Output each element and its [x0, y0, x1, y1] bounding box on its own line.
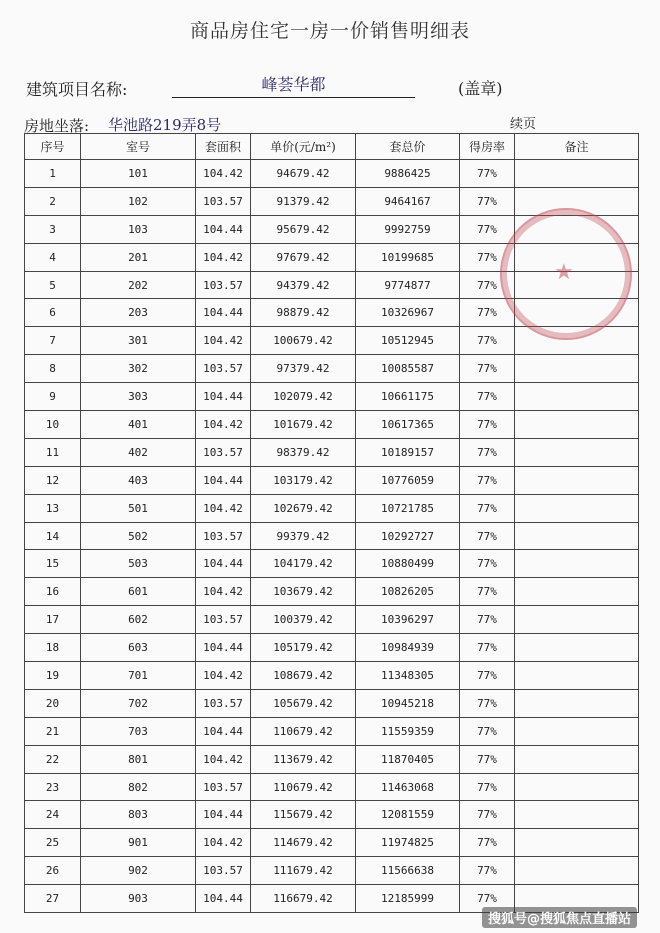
table-row — [25, 271, 639, 299]
cell-index: 18 — [25, 634, 81, 662]
cell-unit-price: 114679.42 — [251, 829, 356, 857]
cell-room: 601 — [81, 578, 196, 606]
cell-index: 13 — [25, 494, 81, 522]
cell-area: 104.42 — [196, 411, 251, 439]
cell-remarks — [515, 662, 639, 690]
project-name-value: 峰荟华都 — [172, 72, 415, 98]
project-name-label: 建筑项目名称: — [26, 80, 128, 99]
cell-efficiency: 77% — [460, 745, 515, 773]
cell-unit-price: 105179.42 — [251, 634, 356, 662]
cell-room: 503 — [81, 550, 196, 578]
cell-total-price: 11348305 — [356, 662, 460, 690]
cell-area: 104.42 — [196, 745, 251, 773]
cell-total-price: 10199685 — [356, 243, 460, 271]
cell-index: 7 — [25, 327, 81, 355]
cell-remarks — [515, 606, 639, 634]
table-row — [25, 522, 639, 550]
cell-unit-price: 101679.42 — [251, 411, 356, 439]
cell-total-price: 9886425 — [356, 160, 460, 188]
cell-index: 4 — [25, 243, 81, 271]
col-header-unit-price: 单价(元/m²) — [251, 134, 356, 160]
cell-area: 104.44 — [196, 550, 251, 578]
cell-remarks — [515, 801, 639, 829]
cell-room: 203 — [81, 299, 196, 327]
cell-area: 104.44 — [196, 299, 251, 327]
cell-unit-price: 103179.42 — [251, 466, 356, 494]
cell-area: 103.57 — [196, 438, 251, 466]
cell-index: 15 — [25, 550, 81, 578]
cell-remarks — [515, 745, 639, 773]
cell-index: 21 — [25, 717, 81, 745]
cell-efficiency: 77% — [460, 857, 515, 885]
cell-room: 803 — [81, 801, 196, 829]
table-row — [25, 327, 639, 355]
cell-unit-price: 100379.42 — [251, 606, 356, 634]
table-row — [25, 745, 639, 773]
cell-remarks — [515, 160, 639, 188]
cell-room: 603 — [81, 634, 196, 662]
cell-area: 104.44 — [196, 801, 251, 829]
cell-unit-price: 113679.42 — [251, 745, 356, 773]
cell-efficiency: 77% — [460, 522, 515, 550]
cell-area: 104.42 — [196, 494, 251, 522]
cell-room: 102 — [81, 187, 196, 215]
cell-room: 602 — [81, 606, 196, 634]
cell-index: 16 — [25, 578, 81, 606]
cell-area: 104.42 — [196, 327, 251, 355]
cell-room: 302 — [81, 355, 196, 383]
col-header-room: 室号 — [81, 134, 196, 160]
cell-remarks — [515, 578, 639, 606]
cell-remarks — [515, 438, 639, 466]
cell-unit-price: 115679.42 — [251, 801, 356, 829]
cell-total-price: 11463068 — [356, 773, 460, 801]
cell-unit-price: 116679.42 — [251, 885, 356, 913]
table-row — [25, 494, 639, 522]
table-row — [25, 215, 639, 243]
cell-total-price: 12081559 — [356, 801, 460, 829]
cell-total-price: 10776059 — [356, 466, 460, 494]
cell-area: 104.42 — [196, 662, 251, 690]
cell-efficiency: 77% — [460, 885, 515, 913]
table-row — [25, 857, 639, 885]
cell-unit-price: 110679.42 — [251, 773, 356, 801]
cell-room: 702 — [81, 689, 196, 717]
cell-room: 801 — [81, 745, 196, 773]
cell-area: 103.57 — [196, 355, 251, 383]
cell-room: 802 — [81, 773, 196, 801]
cell-total-price: 10984939 — [356, 634, 460, 662]
cell-efficiency: 77% — [460, 271, 515, 299]
cell-index: 12 — [25, 466, 81, 494]
cell-area: 103.57 — [196, 857, 251, 885]
cell-room: 101 — [81, 160, 196, 188]
table-row — [25, 578, 639, 606]
cell-area: 104.44 — [196, 383, 251, 411]
cell-area: 104.42 — [196, 160, 251, 188]
cell-efficiency: 77% — [460, 662, 515, 690]
cell-remarks — [515, 271, 639, 299]
cell-room: 401 — [81, 411, 196, 439]
table-row — [25, 243, 639, 271]
cell-unit-price: 98379.42 — [251, 438, 356, 466]
cell-efficiency: 77% — [460, 160, 515, 188]
cell-room: 501 — [81, 494, 196, 522]
cell-area: 103.57 — [196, 522, 251, 550]
cell-remarks — [515, 522, 639, 550]
table-row — [25, 829, 639, 857]
cell-area: 103.57 — [196, 271, 251, 299]
cell-efficiency: 77% — [460, 187, 515, 215]
cell-area: 104.42 — [196, 243, 251, 271]
cell-index: 2 — [25, 187, 81, 215]
address-value: 华池路219弄8号 — [108, 116, 222, 134]
cell-remarks — [515, 494, 639, 522]
table-row — [25, 160, 639, 188]
cell-remarks — [515, 411, 639, 439]
cell-room: 902 — [81, 857, 196, 885]
cell-remarks — [515, 299, 639, 327]
cell-index: 10 — [25, 411, 81, 439]
cell-room: 901 — [81, 829, 196, 857]
cell-index: 27 — [25, 885, 81, 913]
cell-remarks — [515, 355, 639, 383]
cell-area: 103.57 — [196, 689, 251, 717]
cell-total-price: 10721785 — [356, 494, 460, 522]
cell-index: 5 — [25, 271, 81, 299]
table-header-row — [25, 134, 639, 160]
cell-total-price: 11870405 — [356, 745, 460, 773]
cell-total-price: 10826205 — [356, 578, 460, 606]
cell-efficiency: 77% — [460, 634, 515, 662]
cell-efficiency: 77% — [460, 355, 515, 383]
cell-total-price: 12185999 — [356, 885, 460, 913]
cell-remarks — [515, 466, 639, 494]
cell-total-price: 9992759 — [356, 215, 460, 243]
cell-unit-price: 110679.42 — [251, 717, 356, 745]
cell-area: 104.44 — [196, 717, 251, 745]
cell-area: 104.44 — [196, 885, 251, 913]
cell-unit-price: 94679.42 — [251, 160, 356, 188]
cell-area: 104.44 — [196, 634, 251, 662]
cell-total-price: 11974825 — [356, 829, 460, 857]
cell-remarks — [515, 215, 639, 243]
table-row — [25, 299, 639, 327]
table-row — [25, 550, 639, 578]
table-row — [25, 383, 639, 411]
cell-index: 24 — [25, 801, 81, 829]
cell-index: 20 — [25, 689, 81, 717]
cell-remarks — [515, 383, 639, 411]
table-row — [25, 689, 639, 717]
table-row — [25, 466, 639, 494]
cell-unit-price: 108679.42 — [251, 662, 356, 690]
cell-total-price: 11566638 — [356, 857, 460, 885]
address-label: 房地坐落: — [24, 117, 90, 135]
cell-index: 23 — [25, 773, 81, 801]
table-row — [25, 411, 639, 439]
cell-remarks — [515, 829, 639, 857]
cell-index: 11 — [25, 438, 81, 466]
cell-index: 26 — [25, 857, 81, 885]
cell-remarks — [515, 717, 639, 745]
continued-page-note: 续页 — [510, 117, 537, 132]
cell-index: 17 — [25, 606, 81, 634]
cell-index: 25 — [25, 829, 81, 857]
table-row — [25, 606, 639, 634]
cell-total-price: 9774877 — [356, 271, 460, 299]
cell-efficiency: 77% — [460, 550, 515, 578]
cell-total-price: 11559359 — [356, 717, 460, 745]
cell-total-price: 10617365 — [356, 411, 460, 439]
cell-efficiency: 77% — [460, 327, 515, 355]
cell-unit-price: 102679.42 — [251, 494, 356, 522]
cell-total-price: 10292727 — [356, 522, 460, 550]
cell-room: 201 — [81, 243, 196, 271]
cell-area: 104.44 — [196, 466, 251, 494]
cell-unit-price: 94379.42 — [251, 271, 356, 299]
cell-unit-price: 105679.42 — [251, 689, 356, 717]
cell-room: 502 — [81, 522, 196, 550]
cell-area: 103.57 — [196, 187, 251, 215]
col-header-total-price: 套总价 — [356, 134, 460, 160]
cell-total-price: 10512945 — [356, 327, 460, 355]
cell-area: 103.57 — [196, 773, 251, 801]
seal-note: (盖章) — [458, 79, 503, 98]
table-row — [25, 355, 639, 383]
cell-area: 104.42 — [196, 829, 251, 857]
cell-efficiency: 77% — [460, 494, 515, 522]
cell-room: 903 — [81, 885, 196, 913]
cell-total-price: 10189157 — [356, 438, 460, 466]
cell-unit-price: 111679.42 — [251, 857, 356, 885]
cell-efficiency: 77% — [460, 689, 515, 717]
cell-total-price: 10085587 — [356, 355, 460, 383]
cell-efficiency: 77% — [460, 829, 515, 857]
cell-room: 303 — [81, 383, 196, 411]
cell-room: 402 — [81, 438, 196, 466]
cell-room: 701 — [81, 662, 196, 690]
cell-room: 301 — [81, 327, 196, 355]
cell-efficiency: 77% — [460, 243, 515, 271]
cell-remarks — [515, 773, 639, 801]
cell-remarks — [515, 187, 639, 215]
cell-total-price: 9464167 — [356, 187, 460, 215]
cell-unit-price: 102079.42 — [251, 383, 356, 411]
cell-unit-price: 99379.42 — [251, 522, 356, 550]
cell-efficiency: 77% — [460, 606, 515, 634]
cell-index: 1 — [25, 160, 81, 188]
seal-star-icon: ★ — [554, 260, 574, 285]
cell-efficiency: 77% — [460, 438, 515, 466]
cell-unit-price: 103679.42 — [251, 578, 356, 606]
cell-efficiency: 77% — [460, 801, 515, 829]
cell-room: 103 — [81, 215, 196, 243]
cell-total-price: 10326967 — [356, 299, 460, 327]
cell-total-price: 10945218 — [356, 689, 460, 717]
cell-index: 19 — [25, 662, 81, 690]
cell-efficiency: 77% — [460, 578, 515, 606]
table-row — [25, 717, 639, 745]
col-header-remarks: 备注 — [515, 134, 639, 160]
cell-index: 22 — [25, 745, 81, 773]
cell-index: 8 — [25, 355, 81, 383]
document-title: 商品房住宅一房一价销售明细表 — [189, 20, 470, 42]
cell-remarks — [515, 243, 639, 271]
cell-efficiency: 77% — [460, 466, 515, 494]
cell-index: 14 — [25, 522, 81, 550]
cell-index: 9 — [25, 383, 81, 411]
source-watermark: 搜狐号@搜狐焦点直播站 — [482, 907, 637, 928]
cell-unit-price: 97679.42 — [251, 243, 356, 271]
cell-efficiency: 77% — [460, 215, 515, 243]
sales-detail-table — [24, 133, 639, 913]
cell-efficiency: 77% — [460, 773, 515, 801]
col-header-area: 套面积 — [196, 134, 251, 160]
cell-index: 3 — [25, 215, 81, 243]
cell-index: 6 — [25, 299, 81, 327]
cell-total-price: 10880499 — [356, 550, 460, 578]
cell-efficiency: 77% — [460, 299, 515, 327]
cell-efficiency: 77% — [460, 717, 515, 745]
cell-efficiency: 77% — [460, 383, 515, 411]
cell-efficiency: 77% — [460, 411, 515, 439]
cell-unit-price: 100679.42 — [251, 327, 356, 355]
cell-unit-price: 95679.42 — [251, 215, 356, 243]
cell-unit-price: 97379.42 — [251, 355, 356, 383]
cell-room: 703 — [81, 717, 196, 745]
col-header-index: 序号 — [25, 134, 81, 160]
table-row — [25, 801, 639, 829]
cell-area: 104.42 — [196, 578, 251, 606]
cell-remarks — [515, 327, 639, 355]
cell-area: 104.44 — [196, 215, 251, 243]
table-row — [25, 773, 639, 801]
cell-remarks — [515, 550, 639, 578]
cell-unit-price: 104179.42 — [251, 550, 356, 578]
table-row — [25, 634, 639, 662]
cell-unit-price: 98879.42 — [251, 299, 356, 327]
cell-total-price: 10396297 — [356, 606, 460, 634]
col-header-efficiency: 得房率 — [460, 134, 515, 160]
cell-remarks — [515, 689, 639, 717]
cell-unit-price: 91379.42 — [251, 187, 356, 215]
cell-room: 202 — [81, 271, 196, 299]
cell-remarks — [515, 857, 639, 885]
cell-remarks — [515, 634, 639, 662]
cell-area: 103.57 — [196, 606, 251, 634]
cell-total-price: 10661175 — [356, 383, 460, 411]
table-row — [25, 438, 639, 466]
cell-room: 403 — [81, 466, 196, 494]
table-row — [25, 662, 639, 690]
table-row — [25, 187, 639, 215]
